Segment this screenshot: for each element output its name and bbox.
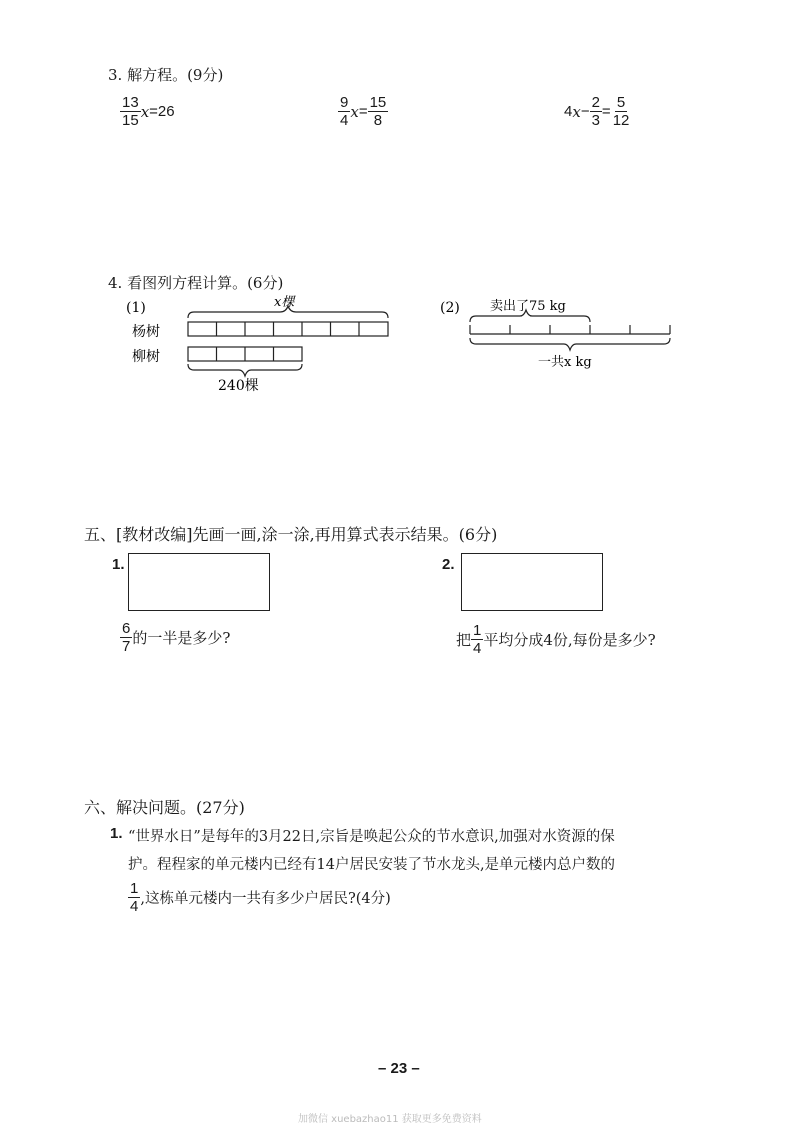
page-number: – 23 –	[378, 1060, 420, 1077]
diagram-2	[440, 294, 680, 374]
equation-2	[338, 94, 388, 129]
s6-p1-line3	[128, 880, 391, 915]
s5-p2-prefix: 把	[456, 631, 472, 649]
section-6-title: 六、解决问题。(27分)	[84, 798, 245, 817]
eq1-denominator: 15	[122, 112, 139, 129]
s5-p2-fraction	[471, 622, 483, 657]
eq3-variable: x	[572, 102, 581, 121]
s5-p1-fraction	[120, 620, 132, 655]
row-label-poplar: 杨树	[132, 324, 160, 340]
eq3-denominator: 3	[591, 112, 600, 129]
total-bar	[470, 325, 670, 334]
eq2-rhs-denominator: 8	[373, 112, 383, 129]
s5-p2-denominator: 4	[473, 640, 482, 657]
s5-p1-question	[120, 620, 230, 655]
eq3-rhs-fraction	[611, 94, 632, 129]
s6-p1-denominator: 4	[130, 898, 139, 915]
bottom-brace	[188, 364, 302, 376]
equation-1	[120, 94, 175, 129]
s5-p2-number: 2.	[442, 556, 455, 573]
s6-p1-line3-text: ,这栋单元楼内一共有多少户居民?(4分)	[140, 891, 391, 907]
s6-p1-line1: “世界水日”是每年的3月22日,宗旨是唤起公众的节水意识,加强对水资源的保	[128, 829, 615, 845]
eq3-rhs-denominator: 12	[612, 112, 630, 129]
eq3-fraction	[590, 94, 602, 129]
eq1-variable: x	[140, 102, 150, 121]
eq2-numerator: 9	[340, 94, 349, 111]
eq2-rhs-fraction	[368, 94, 389, 129]
s6-p1-numerator: 1	[130, 880, 139, 897]
s5-p1-number: 1.	[112, 556, 125, 573]
eq1-rhs: =26	[149, 103, 175, 120]
total-brace	[470, 338, 670, 350]
s5-p2-numerator: 1	[473, 622, 482, 639]
eq1-numerator: 13	[122, 94, 139, 111]
s5-p1-denominator: 7	[122, 638, 131, 655]
eq2-variable: x	[350, 102, 359, 121]
watermark: 加微信 xuebazhao11 获取更多免费资料	[298, 1114, 482, 1125]
diagram-1-label: (1)	[126, 300, 146, 316]
eq3-equals: =	[601, 103, 611, 120]
eq2-rhs-numerator: 15	[369, 94, 387, 111]
eq2-denominator: 4	[340, 112, 349, 129]
s6-p1-fraction	[128, 880, 140, 915]
drawing-box-1[interactable]	[128, 553, 270, 611]
section-5-title: 五、[教材改编]先画一画,涂一涂,再用算式表示结果。(6分)	[84, 525, 498, 544]
row-label-willow: 柳树	[132, 349, 160, 365]
eq2-fraction	[338, 94, 350, 129]
eq3-numerator: 2	[591, 94, 600, 111]
s5-p1-text: 的一半是多少?	[132, 629, 231, 647]
poplar-bar	[188, 322, 388, 336]
eq1-fraction	[120, 94, 141, 129]
q4-title: 4. 看图列方程计算。(6分)	[108, 274, 284, 292]
diagram-1	[120, 294, 420, 394]
top-brace-label: x棵	[274, 295, 295, 310]
s5-p1-numerator: 6	[122, 620, 131, 637]
equation-3	[564, 94, 631, 129]
eq3-rhs-numerator: 5	[616, 94, 626, 111]
sold-brace-label: 卖出了75 kg	[490, 299, 566, 314]
total-brace-label: 一共x kg	[538, 355, 592, 370]
drawing-box-2[interactable]	[461, 553, 603, 611]
eq3-coefficient: 4	[564, 103, 573, 120]
s6-p1-number: 1.	[110, 825, 123, 842]
s5-p2-text: 平均分成4份,每份是多少?	[483, 631, 656, 649]
s5-p2-question	[456, 622, 656, 657]
eq2-equals: =	[358, 103, 368, 120]
q3-title: 3. 解方程。(9分)	[108, 66, 224, 84]
eq3-minus: −	[580, 103, 590, 120]
bottom-brace-label: 240棵	[218, 378, 259, 394]
s6-p1-line2: 护。程程家的单元楼内已经有14户居民安装了节水龙头,是单元楼内总户数的	[128, 857, 616, 873]
willow-bar	[188, 347, 302, 361]
diagram-2-label: (2)	[440, 300, 460, 316]
